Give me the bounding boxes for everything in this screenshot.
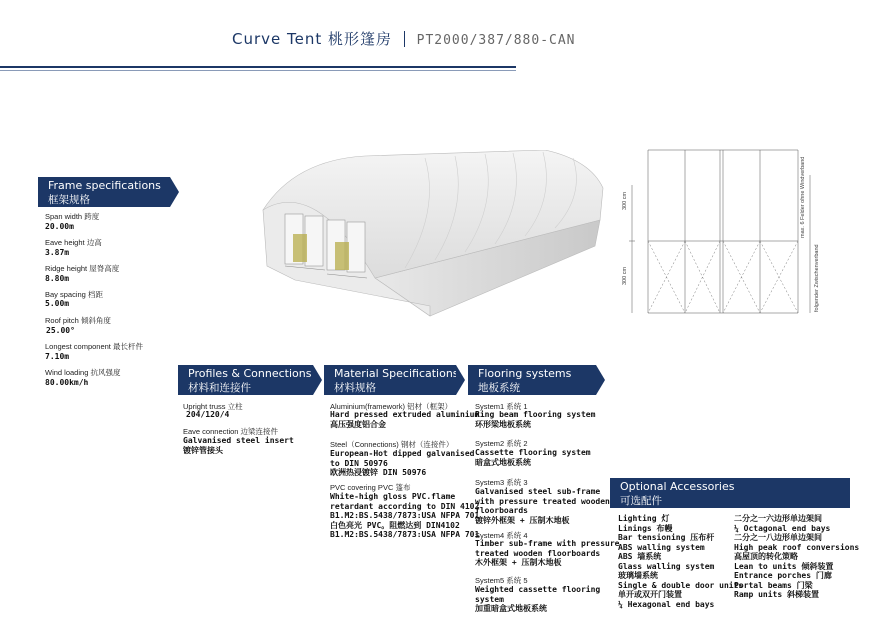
ridge-height-label: Ridge height 屋脊高度 — [45, 264, 120, 273]
wind-loading-value: 80.00km/h — [45, 378, 89, 387]
material-banner — [324, 365, 459, 395]
system5-value: Weighted cassette flooring system 加重暗盒式地板系统 — [475, 585, 601, 613]
upright-truss-label: Upright truss 立柱 — [183, 402, 243, 411]
longest-component-value: 7.10m — [45, 352, 70, 361]
eave-height-value: 3.87m — [45, 248, 70, 257]
system2-value: Cassette flooring system 暗盒式地板系统 — [475, 448, 591, 467]
steel-label: Steel（Connections) 钢材（连接件） — [330, 440, 454, 449]
material-title-en: Material Specifications — [334, 367, 459, 380]
frame-banner — [38, 177, 170, 207]
elevation-drawing — [620, 145, 820, 320]
banner-arrow — [170, 177, 179, 207]
title-en: Curve Tent — [232, 30, 323, 48]
system1-value: Ring beam flooring system 环形梁地板系统 — [475, 410, 596, 429]
material-title-zh: 材料规格 — [334, 382, 376, 394]
system2-label: System2 系统 2 — [475, 439, 528, 448]
system3-label: System3 系统 3 — [475, 478, 528, 487]
banner-arrow — [313, 365, 322, 395]
header-rule-thin — [0, 70, 516, 71]
roof-pitch-label: Roof pitch 倾斜角度 — [45, 316, 111, 325]
wind-loading-label: Wind loading 抗风强度 — [45, 368, 121, 377]
bay-spacing-value: 5.00m — [45, 299, 70, 308]
system4-value: Timber sub-frame with pressure treated wooden floorboards 木外框架 + 压制木地板 — [475, 539, 620, 567]
flooring-title-zh: 地板系统 — [478, 382, 520, 394]
dim-upper: 300 cm — [622, 191, 628, 210]
dim-lower: 300 cm — [622, 266, 628, 285]
aluminium-value: Hard pressed extruded aluminium 高压强度铝合金 — [330, 410, 480, 429]
frame-title-en: Frame specifications — [48, 179, 161, 192]
title-zh: 桃形篷房 — [328, 30, 393, 48]
ridge-height-value: 8.80m — [45, 274, 70, 283]
banner-arrow — [456, 365, 465, 395]
model-code: PT2000/387/880-CAN — [416, 33, 576, 48]
system3-value: Galvanised steel sub-frame with pressure treated wooden floorboards 镀锌外框架 + 压制木地板 — [475, 487, 610, 525]
profiles-banner — [178, 365, 313, 395]
steel-value: European-Hot dipped galvanised to DIN 50976 欧洲热浸镀锌 DIN 50976 — [330, 449, 475, 477]
profiles-title-en: Profiles & Connections — [188, 367, 312, 380]
roof-pitch-value: 25.00° — [46, 326, 75, 335]
profiles-title-zh: 材料和连接件 — [188, 382, 251, 394]
system4-label: System4 系统 4 — [475, 531, 528, 540]
eave-connection-label: Eave connection 边梁连接件 — [183, 427, 279, 436]
note-lower: folgender Zwischenverband — [814, 244, 820, 312]
upright-truss-value: 204/120/4 — [186, 410, 230, 419]
eave-connection-value: Galvanised steel insert 镀锌管接头 — [183, 436, 294, 455]
system1-label: System1 系统 1 — [475, 402, 528, 411]
tent-illustration — [255, 150, 620, 322]
aluminium-label: Aluminium(framework) 铝材（框架） — [330, 402, 453, 411]
longest-component-label: Longest component 最长杆件 — [45, 342, 143, 351]
accessories-list-left: Lighting 灯 Linings 布幔 Bar tensioning 压布杆 ABS walling system ABS 墙系统 Glass walling system 玻璃墙系统 Single & double door units 单开或双开门装置 ¼ Hexagonal end bays — [618, 514, 744, 609]
bay-spacing-label: Bay spacing 档距 — [45, 290, 103, 299]
accessories-title-en: Optional Accessories — [620, 480, 735, 493]
span-width-value: 20.00m — [45, 222, 74, 231]
accessories-banner — [610, 478, 850, 508]
header-rule — [0, 66, 516, 68]
pvc-value: White-high gloss PVC.flame retardant according to DIN 4102 B1.M2:BS.5438/7873:USA NFPA 701 白色亮光 PVC。阻燃达到 DIN4102 B1.M2:BS.5438/7873:USA NFPA 701 — [330, 492, 480, 539]
note-upper: max. 6 Felder ohne Windverband — [800, 156, 806, 238]
banner-arrow — [596, 365, 605, 395]
page-title — [232, 28, 576, 49]
accessories-list-right: 二分之一六边形单边架间 ¼ Octagonal end bays 二分之一八边形单边架间 High peak roof conversions 高屋顶的转化策略 Lean to units 倾斜装置 Entrance porches 门廊 Portal beams 门梁 Ramp units 斜梯装置 — [734, 514, 860, 599]
span-width-label: Span width 跨度 — [45, 212, 100, 221]
pvc-label: PVC covering PVC 篷布 — [330, 483, 411, 492]
flooring-banner — [468, 365, 596, 395]
accessories-title-zh: 可选配件 — [620, 495, 662, 507]
system5-label: System5 系统 5 — [475, 576, 528, 585]
eave-height-label: Eave height 边高 — [45, 238, 102, 247]
flooring-title-en: Flooring systems — [478, 367, 572, 380]
title-divider — [404, 31, 405, 47]
frame-title-zh: 框架规格 — [48, 194, 90, 206]
